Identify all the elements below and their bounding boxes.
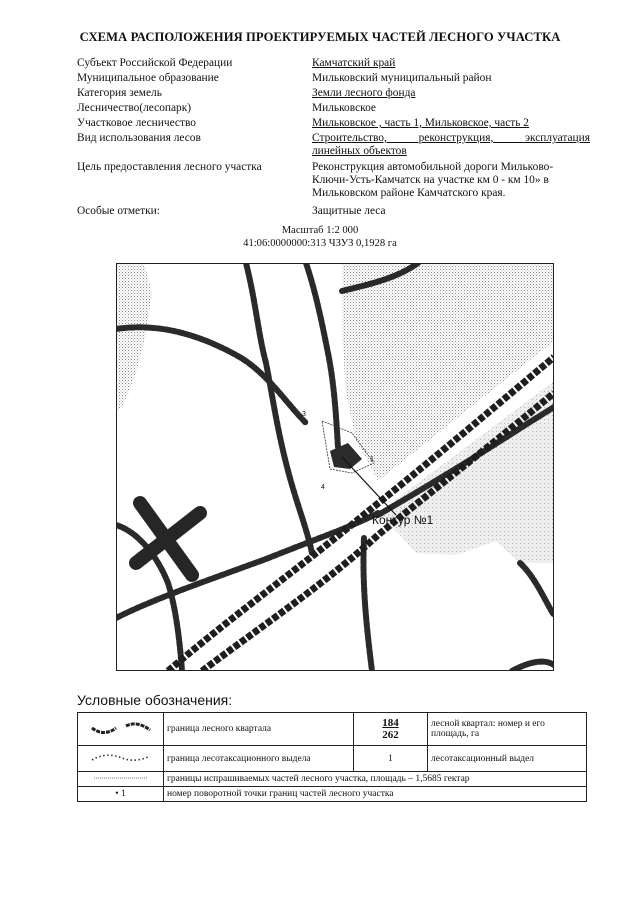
legend-row: [78, 772, 587, 787]
legend-symbol: [78, 713, 164, 746]
legend-row: [78, 746, 587, 772]
info-value-cont: линейных объектов: [312, 145, 407, 157]
info-label: Категория земель: [77, 87, 162, 99]
point-label: 3: [302, 411, 306, 418]
info-label: Участковое лесничество: [77, 117, 196, 129]
legend-desc: граница лесного квартала: [164, 713, 354, 746]
info-label: Особые отметки:: [77, 205, 160, 217]
info-value: Реконструкция автомобильной дороги Мильково-: [312, 161, 554, 173]
point-label: 1: [370, 456, 374, 463]
quarter-area: 262: [382, 729, 399, 741]
info-value: Камчатский край: [312, 57, 396, 69]
info-value-cont: Ключи-Усть-Камчатск на участке км 0 - км 10» в: [312, 174, 549, 186]
info-value-cont: Мильковском районе Камчатского края.: [312, 187, 506, 199]
allotment-number: 1: [354, 746, 428, 772]
legend-symbol: [78, 746, 164, 772]
legend-title: Условные обозначения:: [77, 692, 233, 708]
info-label: Субъект Российской Федерации: [77, 57, 233, 69]
allotment-boundary-symbol: [86, 750, 156, 764]
info-label: Цель предоставления лесного участка: [77, 161, 262, 173]
legend-row: [78, 713, 587, 746]
info-value: Защитные леса: [312, 205, 386, 217]
turning-point-symbol: • 1: [78, 787, 164, 802]
scale-label: Масштаб 1:2 000: [281, 225, 359, 236]
quarter-number: 184: [382, 717, 399, 729]
info-value: Мильковское: [312, 102, 376, 114]
document-title: СХЕМА РАСПОЛОЖЕНИЯ ПРОЕКТИРУЕМЫХ ЧАСТЕЙ ЛЕСНОГО УЧАСТКА: [79, 30, 561, 44]
cadastral-label: 41:06:0000000:313 ЧЗУЗ 0,1928 га: [243, 238, 397, 249]
legend-desc: лесной квартал: номер и его площадь, га: [428, 713, 587, 746]
legend-row: [78, 787, 587, 802]
info-label: Лесничество(лесопарк): [77, 102, 192, 114]
legend-desc: границы испрашиваемых частей лесного участка, площадь – 1,5685 гектар: [164, 772, 587, 787]
info-value: Земли лесного фонда: [312, 87, 416, 99]
info-value: Строительство, реконструкция, эксплуатация: [312, 132, 590, 144]
legend-desc: лесотаксационный выдел: [428, 746, 587, 772]
plot-boundary-symbol: [86, 775, 156, 781]
legend-table: [77, 712, 587, 802]
info-value: Мильковский муниципальный район: [312, 72, 492, 84]
contour-label: Контур №1: [372, 513, 434, 527]
info-value: Мильковское , часть 1, Мильковское, часть 2: [312, 117, 529, 129]
quarter-boundary-symbol: [86, 720, 156, 736]
legend-symbol: [78, 772, 164, 787]
legend-desc: номер поворотной точки границ частей лесного участка: [164, 787, 587, 802]
legend-quarter-fraction: [354, 713, 428, 746]
info-label: Вид использования лесов: [77, 132, 201, 144]
info-label: Муниципальное образование: [77, 72, 219, 84]
forest-plot-map: [116, 263, 554, 671]
legend-desc: граница лесотаксационного выдела: [164, 746, 354, 772]
point-label: 4: [321, 484, 325, 491]
